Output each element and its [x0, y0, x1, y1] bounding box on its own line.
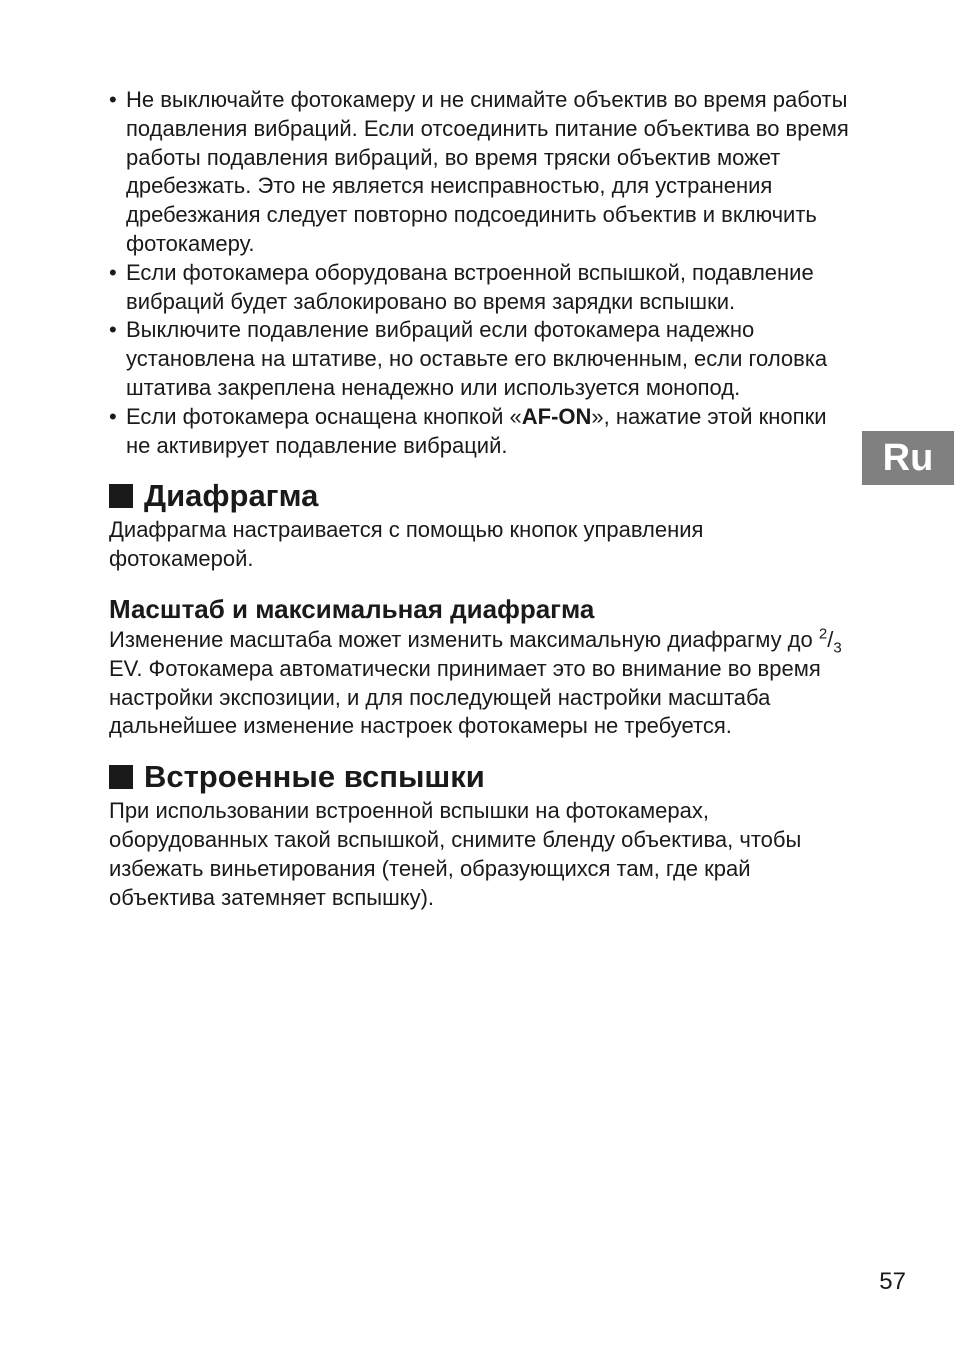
language-tab: Ru — [862, 431, 954, 485]
list-item: • Не выключайте фотокамеру и не снимайте объектив во время работы подавления вибраций. Если отсоединить питание объектива во время работы подавления вибраций, во время тряски объектив может дребезжать. Это не является неисправностью, для устранения дребезжания следует повторно подсоединить объектив и включить фотокамеру. — [109, 86, 849, 259]
af-on-button-label: AF-ON — [521, 403, 592, 429]
square-bullet-icon — [109, 484, 133, 508]
list-item: • Если фотокамера оборудована встроенной вспышкой, подавление вибраций будет заблокировано во время зарядки вспышки. — [109, 259, 849, 317]
flash-paragraph: При использовании встроенной вспышки на фотокамерах, оборудованных такой вспышкой, снимите бленду объектива, чтобы избежать виньетирования (теней, образующихся там, где край объектива затемняет вспышку). — [109, 798, 802, 910]
square-bullet-icon — [109, 765, 133, 789]
vr-notes-list — [109, 86, 849, 460]
list-item: • Если фотокамера оснащена кнопкой «AF-ON», нажатие этой кнопки не активирует подавление вибраций. — [109, 403, 849, 461]
zoom-paragraph: Изменение масштаба может изменить максимальную диафрагму до $^2/_3$ EV. Фотокамера автоматически принимает это во внимание во время настройки экспозиции, и для последующей настройки масштаба дальнейшее изменение настроек фотокамеры не требуется. — [109, 625, 842, 739]
aperture-paragraph: Диафрагма настраивается с помощью кнопок управления фотокамерой. — [109, 517, 704, 572]
fraction-denominator: 3 — [833, 639, 842, 657]
section-heading-built-in-flash: Встроенные вспышки — [109, 757, 849, 797]
page-number: 57 — [879, 1268, 906, 1295]
list-item: • Выключите подавление вибраций если фотокамера надежно установлена на штативе, но оставьте его включенным, если головка штатива закреплена ненадежно или используется монопод. — [109, 316, 849, 402]
section-heading-aperture: Диафрагма — [109, 476, 849, 516]
page-content — [109, 86, 849, 912]
subheading-zoom-aperture: Масштаб и максимальная диафрагма — [109, 593, 595, 624]
fraction-numerator: 2 — [818, 625, 828, 643]
